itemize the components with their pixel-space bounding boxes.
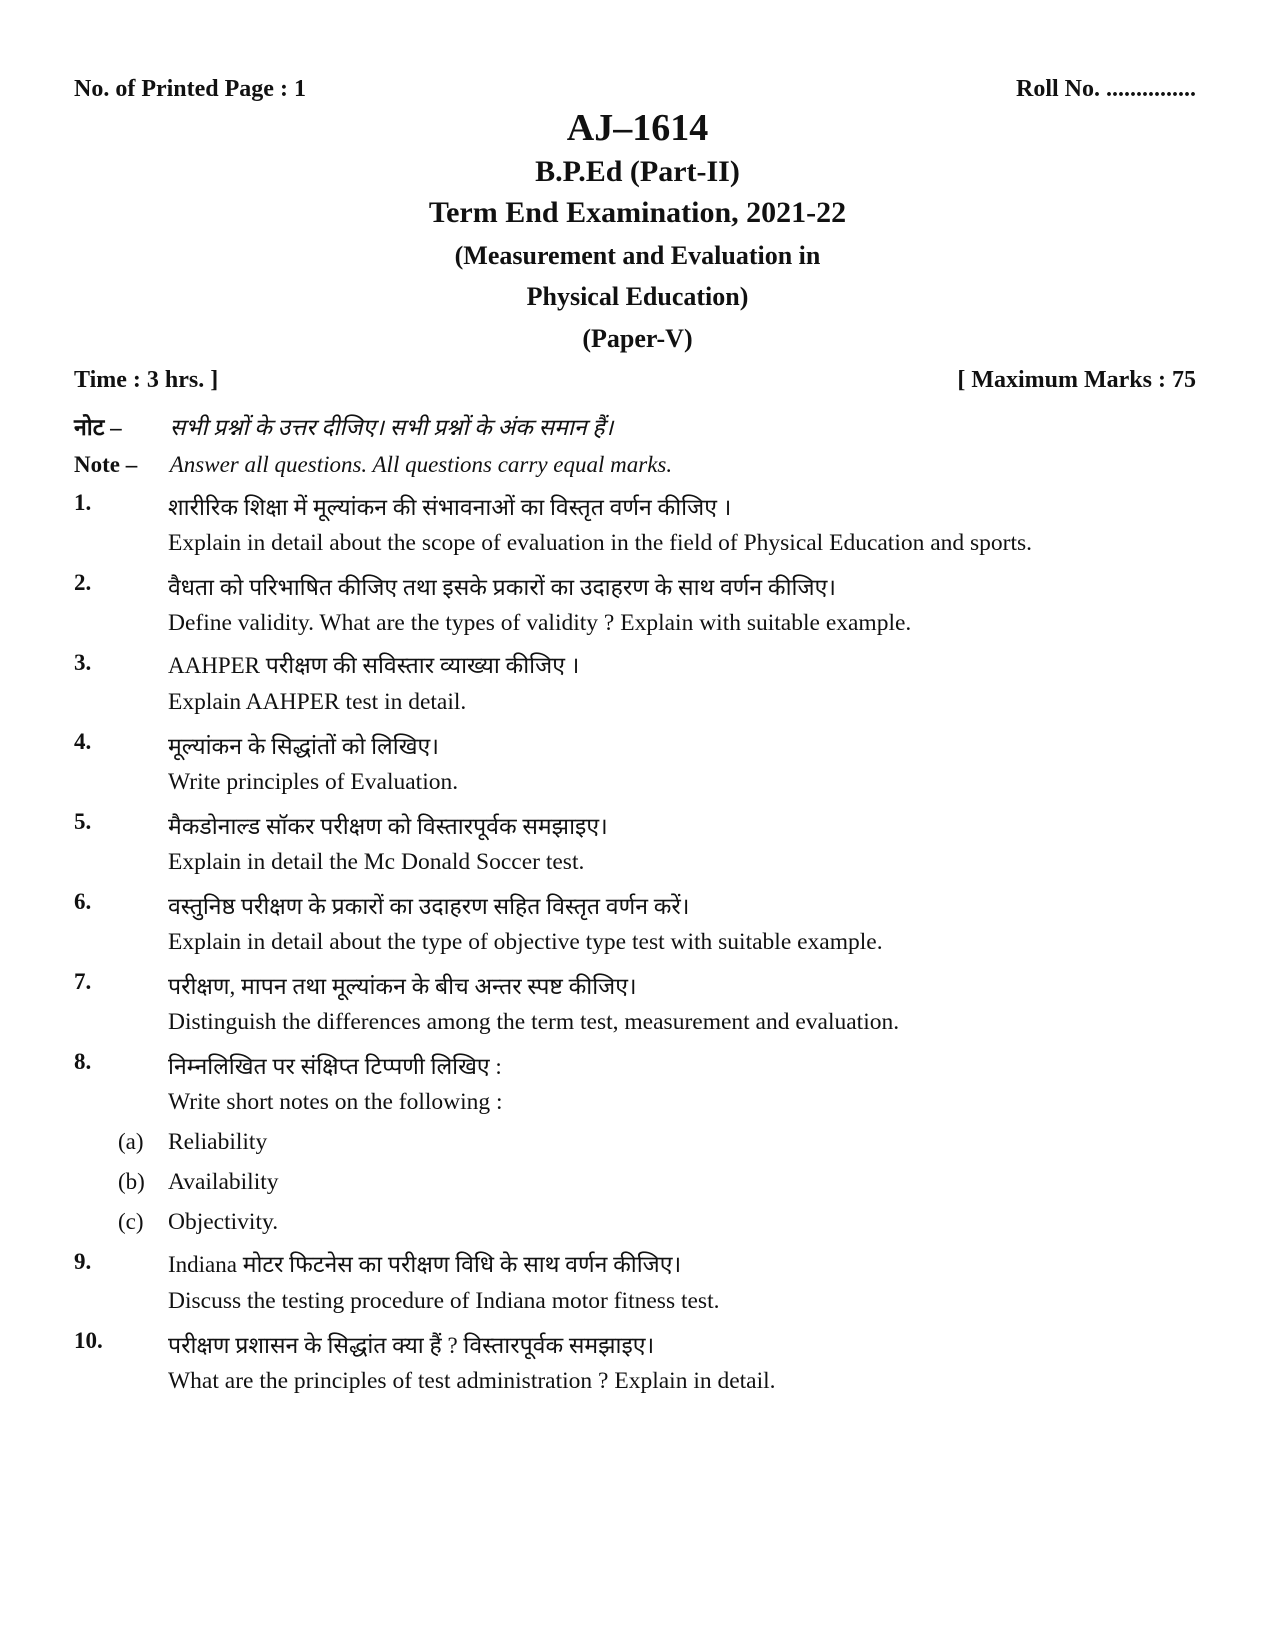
question-english: Explain in detail about the scope of evaluation in the field of Physical Education and sports. (168, 530, 1033, 556)
question-hindi: परीक्षण, मापन तथा मूल्यांकन के बीच अन्तर स्पष्ट कीजिए। (168, 974, 637, 999)
question-english: Explain in detail about the type of objective type test with suitable example. (168, 929, 883, 955)
note-english (74, 452, 672, 478)
note-english-label: Note – (74, 452, 138, 477)
question-english: Distinguish the differences among the term test, measurement and evaluation. (168, 1009, 900, 1035)
paper-code: AJ–1614 (566, 107, 709, 149)
exam-name: Term End Examination, 2021-22 (428, 196, 847, 229)
question-english: Define validity. What are the types of validity ? Explain with suitable example. (168, 610, 912, 636)
printed-pages: No. of Printed Page : 1 (74, 76, 306, 102)
subject-line-1: (Measurement and Evaluation in (454, 241, 821, 270)
question-number: 9. (74, 1249, 92, 1274)
question-hindi: शारीरिक शिक्षा में मूल्यांकन की संभावनाओं का विस्तृत वर्णन कीजिए । (168, 495, 732, 520)
course-name: B.P.Ed (Part-II) (535, 155, 740, 188)
roll-no: Roll No. ............... (1016, 76, 1196, 102)
question-english: Explain AAHPER test in detail. (168, 689, 467, 715)
question-number: 8. (74, 1049, 92, 1074)
time-allowed: Time : 3 hrs. ] (74, 367, 219, 393)
question-number: 5. (74, 809, 92, 834)
header-line (74, 76, 1196, 103)
question-english: Explain in detail the Mc Donald Soccer test. (168, 849, 585, 875)
question-number: 10. (74, 1328, 103, 1353)
question-number: 2. (74, 570, 92, 595)
note-english-text: Answer all questions. All questions carry equal marks. (169, 452, 673, 477)
question-hindi: Indiana मोटर फिटनेस का परीक्षण विधि के साथ वर्णन कीजिए। (168, 1252, 682, 1277)
subpart-text: Reliability (168, 1129, 268, 1155)
note-hindi (74, 410, 613, 442)
question-number: 3. (74, 650, 92, 675)
subpart-label: (b) (118, 1169, 145, 1194)
note-hindi-text: सभी प्रश्नों के उत्तर दीजिए। सभी प्रश्नों के अंक समान हैं। (169, 415, 614, 440)
subpart-text: Availability (168, 1169, 279, 1195)
subject-line-2: Physical Education) (526, 282, 749, 311)
note-hindi-label: नोट – (74, 415, 122, 440)
question-english: Discuss the testing procedure of Indiana motor fitness test. (168, 1288, 720, 1314)
maximum-marks: [ Maximum Marks : 75 (957, 367, 1196, 393)
question-number: 1. (74, 490, 92, 515)
question-english: What are the principles of test administration ? Explain in detail. (168, 1368, 776, 1394)
paper-number: (Paper-V) (582, 324, 693, 353)
question-hindi: वस्तुनिष्ठ परीक्षण के प्रकारों का उदाहरण सहित विस्तृत वर्णन करें। (168, 894, 690, 919)
question-hindi: वैधता को परिभाषित कीजिए तथा इसके प्रकारों का उदाहरण के साथ वर्णन कीजिए। (168, 575, 837, 600)
question-english: Write short notes on the following : (168, 1089, 503, 1115)
subpart-label: (c) (118, 1209, 144, 1234)
question-number: 4. (74, 729, 92, 754)
subpart-text: Objectivity. (168, 1209, 279, 1235)
question-hindi: मैकडोनाल्ड सॉकर परीक्षण को विस्तारपूर्वक समझाइए। (168, 814, 608, 839)
question-number: 6. (74, 889, 92, 914)
time-marks-line (74, 367, 1196, 394)
question-number: 7. (74, 969, 92, 994)
question-hindi: मूल्यांकन के सिद्धांतों को लिखिए। (168, 734, 439, 759)
question-hindi: AAHPER परीक्षण की सविस्तार व्याख्या कीजिए । (168, 653, 580, 678)
subpart-label: (a) (118, 1129, 144, 1154)
question-hindi: परीक्षण प्रशासन के सिद्धांत क्या हैं ? विस्तारपूर्वक समझाइए। (168, 1333, 655, 1358)
question-english: Write principles of Evaluation. (168, 769, 459, 795)
question-hindi: निम्नलिखित पर संक्षिप्त टिप्पणी लिखिए : (168, 1054, 502, 1079)
